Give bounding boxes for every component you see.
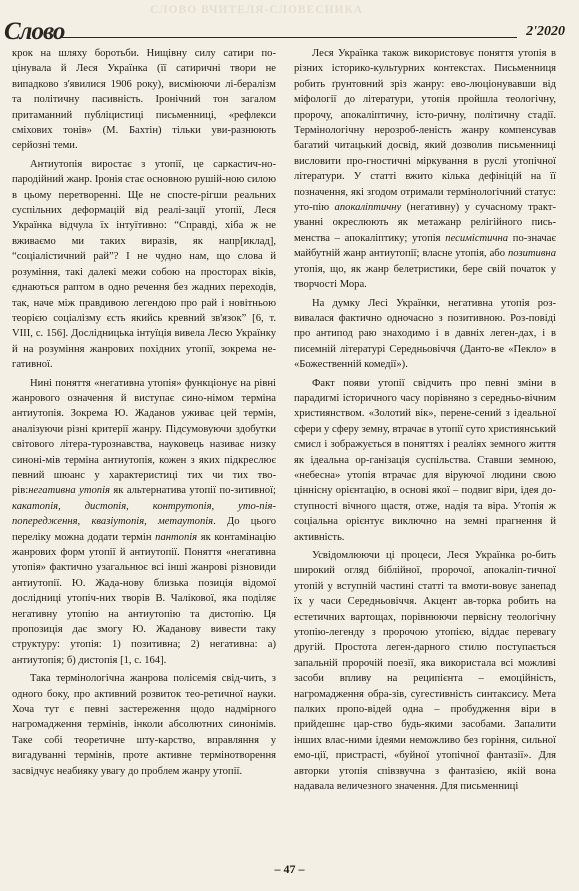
issue-number: 2'2020 xyxy=(526,24,565,39)
header-rule xyxy=(60,37,517,38)
term-italic: пантопія xyxy=(151,531,198,543)
term-italic: негативна утопія xyxy=(28,485,110,497)
paragraph: Нині поняття «негативна утопія» функціонує на рівні жанрового означення й виступає сино-німом терміна антиутопія. Зокрема Ю. Жаданов уживає цей термін, аналізуючи різні критерії жанру. Підсумовуючи здобутки світового літера-турознавства, науковець називає низку синоні-мів терміна антиутопія, кожен з яких підкреслює певний шюанс у характеристиці тих чи тих тво-рів:негативна утопія як альтернатива утопії по-зитивної; какатопія, дистопія, контрутопія, уто-пія-попередження, квазіутопія, метаутопія. До цього переліку можна додати термін пантопія як контамінацію жанрових форм утопії й антиутопії. Поняття «негативна утопія» фактично узагальнює всі інші жанрові різновиди антиутопії. Ю. Жада-нову близька позиція відомої дослідниці утопіч-них творів В. Чалікової, яка поділяє негативну утопію на антиутопію та дистопію. Ця пропозиція дає змогу Ю. Жаданову вивести таку структуру: утопія: 1) позитивна; 2) негативна: а) антиутопія; б) дистопія [1, с. 164]. xyxy=(12,377,276,666)
paragraph: Така термінологічна жанрова полісемія свід-чить, з одного боку, про активний розвиток тео-ретичної науки. Хоча тут є певні застереження щодо надмірного нагромадження термінів, інколи абсолютних синонімів. Таке собі теоретичне шту-карство, вправляння у вигадуванні термінів, проте активне термінотворення засвідчує неабияку увагу до проблем жанру утопії. xyxy=(12,673,276,777)
paragraph: Усвідомлюючи ці процеси, Леся Українка ро-бить широкий огляд біблійної, пророчої, апокаліп-тичної утопій у вступній частині статті та вмоти-вовує занепад їх у часи Середньовіччя. Акцент ав-торка робить на естетичних вартощах, порівнюючи первісну теологічну утопію-легенду з пророчою утопією, віддає перевагу другій. Простота леген-дарного стилю поступається запальній пророчій поезії, яка використала всі можливі засоби впливу на реципієнта – емоційність, нагромадження обра-зів, сугестивність синтаксису. Мета палких пропо-відей одна – пробудження віри в прийдешнє цар-ство будь-якими засобами. Запалити інших влас-ними ідеями неможливо без горіння, сильної емо-ції, пристрасті, «буйної утопічної фантазії». Для авторки утопія співзвучна з фантазією, якій вона надавала величезного значення. Для письменниці xyxy=(294,550,556,793)
term-italic: песимістична xyxy=(440,232,509,244)
page-number: – 47 – xyxy=(274,862,305,876)
paragraph: На думку Лесі Українки, негативна утопія роз-вивалася фактично одночасно з позитивною. Роз-повіді про антипод раю знаходимо і в давніх леген-дах, і в писемній літературі Середньовіччя (Данто-ве «Пекло» в «Божественній комедії»). xyxy=(294,297,556,371)
running-title: СЛОВО ВЧИТЕЛЯ-СЛОВЕСНИКА xyxy=(150,4,364,16)
journal-logo: Слово xyxy=(4,18,65,45)
right-column xyxy=(294,46,556,798)
term-italic: апокаліптичну xyxy=(329,202,402,214)
page-header xyxy=(0,0,579,50)
left-column xyxy=(12,46,276,782)
paragraph: Антиутопія виростає з утопії, це саркастич-но-пародійний жанр. Іронія стає основною рушій-ною силою в цьому перетворенні. Ще не спосте-рігши реальних суспільних деформацій від реалі-зації утопії, Леся Українка відчула їх інтуїтивно: “Справді, хіба ж не вживаємо ми таких виразів, як напр[иклад], “соціалістичний рай”? І не чудно нам, що слова й розуміння, такі далекі межи собою на просторах віків, єднаються раптом в одно речення без жадних переходів, так, наче між правдивою легендою про рай і новітньою теорією соціалізму єсть якийсь кревний зв'язок” [6, т. VIII, с. 156]. Дослідницька інтуїція вивела Лесю Українку й на розуміння жанрових похідних утопії, зокрема не-гативної. xyxy=(12,158,276,371)
paragraph: Леся Українка також використовує поняття утопія в різних історико-культурних контекстах. Письменниця робить ґрунтовний зріз жанру: ево-люціонувавши від міфології до літератури, утопія пройшла теологічну, пророчу, апокаліптичну, істо-ричну, політичну стадії. Термінологічну нерозроб-леність жанру компенсував багатий читацький досвід, який дозволив письменниці висловити про-гностичні міркування в руслі утопічної літератури. У статті вжито кілька дефініцій на її позначення, які згодом отримали термінологічний статус: уто-пію апокаліптичну (негативну) у сучасному тракт-уванні окреслюють як метажанр релігійного пись-менства – апокаліптику; утопія песимістична по-значає майбутній жанр антиутопії; власне утопія, або позитивна утопія, що, як жанр белетристики, бере свій початок у творчості Мора. xyxy=(294,48,557,291)
term-italic: какатопія, дистопія, контрутопія, уто-пія-попередження, квазіутопія, метаутопія xyxy=(12,500,276,528)
paragraph: Факт появи утопії свідчить про певні зміни в парадигмі історичного часу порівняно з середньо-вічним християнством. «Золотий вік», перене-сений з ідеальної сфери у сферу земну, втрачає в утопії суто християнський смисл і зображується в поняттях і реаліях земного життя як ідеальна ор-ганізація суспільства. Ставши земною, «небесна» утопія втрачає для віруючої людини свою ціннісну орієнтацію, в основі якої – подвиг віри, ідея до-ступності вічного щастя, отже, надія та віра. Утопія ж соціальна орієнтує виключно на земні прагнення й активність. xyxy=(294,377,556,543)
paragraph: крок на шляху боротьби. Нищівну силу сатири по-цінувала й Леся Українка (її сатиричні твори не випадково з'явилися 1906 року), висміюючи лі-бералізм та політичну пасивність. Іронічний тон загалом притаманний публіцистиці письменниці, «рефлекси сміхових тонів» (М. Бахтін) тільки уви-разнюють серйозні теми. xyxy=(12,48,276,152)
term-italic: позитивна xyxy=(505,248,556,260)
